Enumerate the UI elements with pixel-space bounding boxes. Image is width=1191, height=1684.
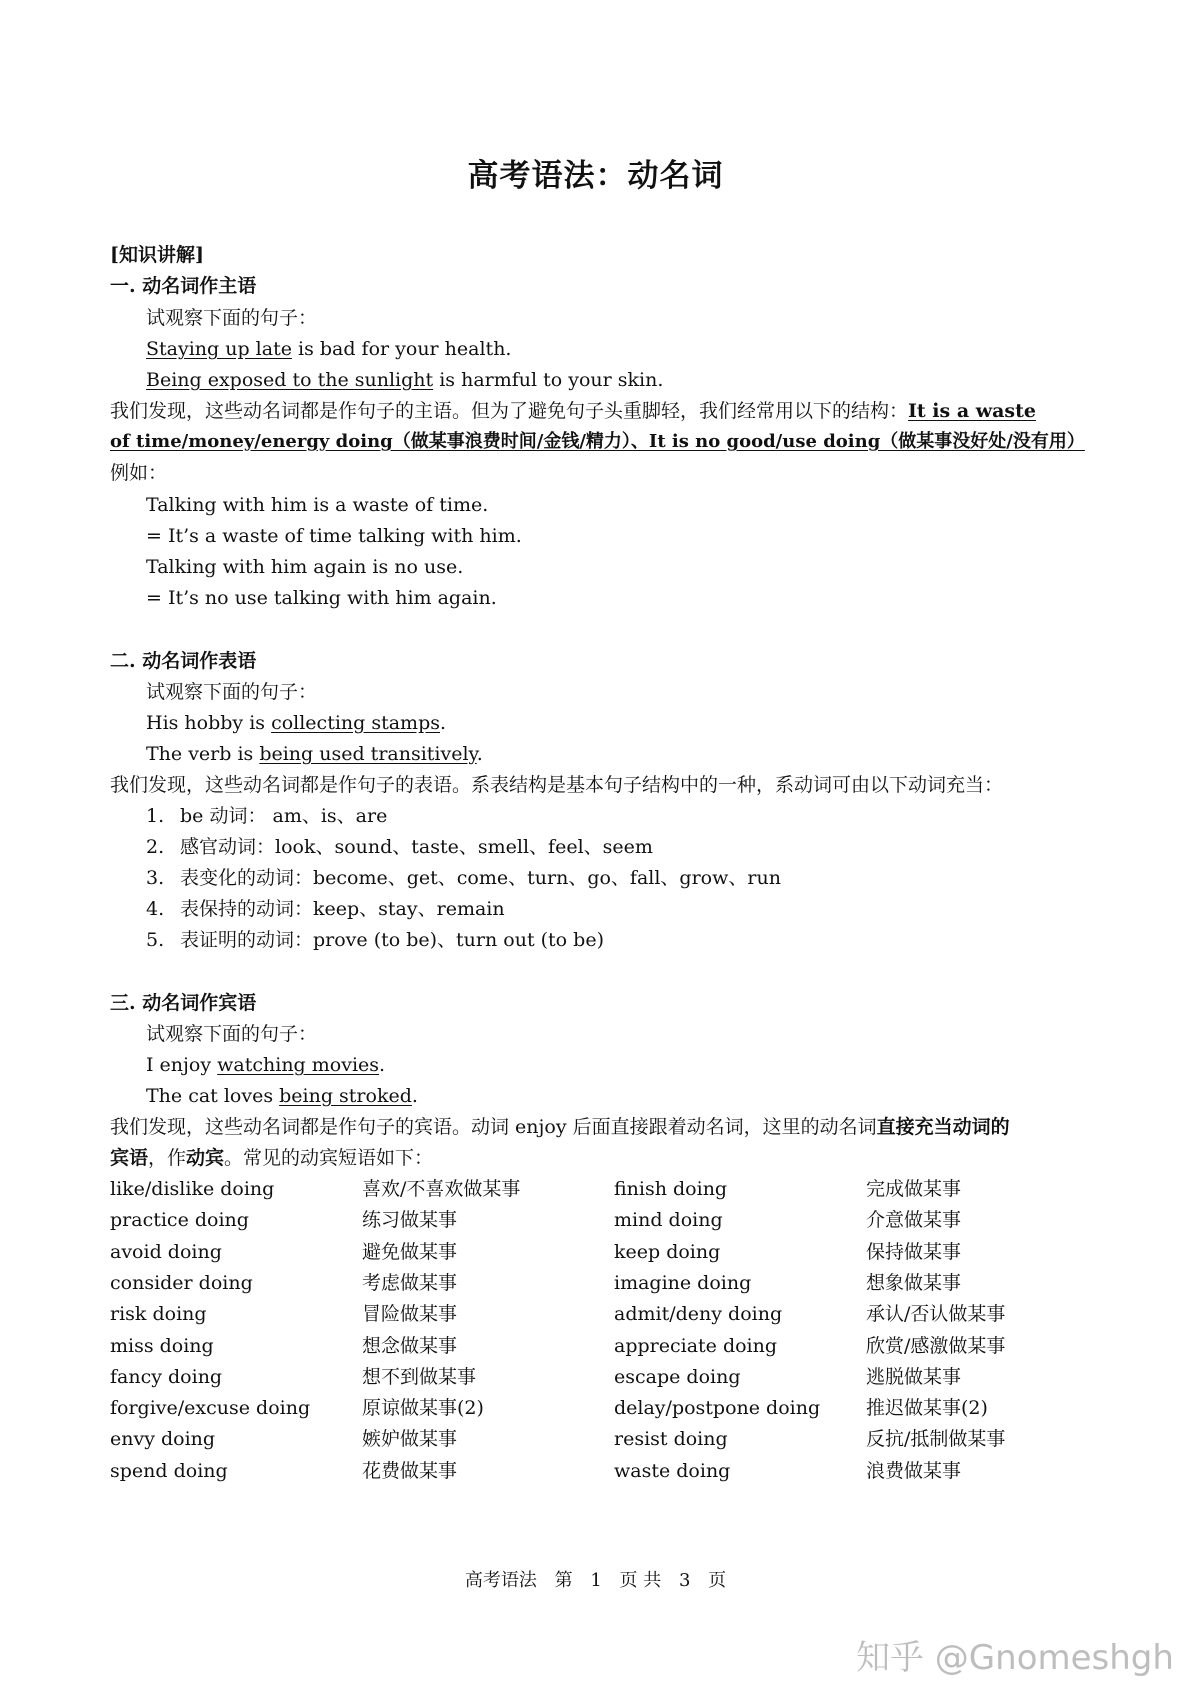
phrase-chinese: 冒险做某事 <box>362 1303 458 1325</box>
phrase-english: finish doing <box>614 1178 728 1200</box>
phrase-chinese: 想象做某事 <box>866 1272 962 1294</box>
s2-list-item <box>146 834 653 860</box>
page-footer <box>0 1566 1191 1592</box>
phrase-chinese: 花费做某事 <box>362 1460 458 1482</box>
s3-paragraph-text: 。常见的动宾短语如下： <box>224 1147 434 1169</box>
s1-usage-example: = It’s no use talking with him again. <box>146 587 497 609</box>
footer-page-pre: 第 <box>554 1570 573 1591</box>
phrase-chinese: 推迟做某事(2) <box>866 1397 988 1419</box>
phrase-english: like/dislike doing <box>110 1178 275 1200</box>
phrase-english: avoid doing <box>110 1241 222 1263</box>
s2-list-item <box>146 927 604 953</box>
phrase-english: mind doing <box>614 1209 723 1231</box>
s2-example-1-underlined: collecting stamps <box>271 712 440 734</box>
phrase-chinese: 考虑做某事 <box>362 1272 458 1294</box>
s1-paragraph-text: 我们发现，这些动名词都是作句子的主语。但为了避免句子头重脚轻，我们经常用以下的结构： <box>110 400 909 422</box>
s3-example-1-underlined: watching movies <box>217 1054 380 1076</box>
s3-heading: 三. 动名词作宾语 <box>110 992 257 1014</box>
s1-example-1 <box>146 336 511 362</box>
phrase-english: delay/postpone doing <box>614 1397 821 1419</box>
list-number: 2. <box>146 836 165 858</box>
s3-paragraph-bold: 动宾 <box>186 1147 225 1169</box>
phrase-chinese: 练习做某事 <box>362 1209 458 1231</box>
s2-example-2-underlined: being used transitively <box>259 743 477 765</box>
section-label: [知识讲解] <box>110 244 204 266</box>
s3-example-1-pre: I enjoy <box>146 1054 218 1076</box>
phrase-english: escape doing <box>614 1366 741 1388</box>
phrase-english: spend doing <box>110 1460 228 1482</box>
phrase-chinese: 避免做某事 <box>362 1241 458 1263</box>
s3-example-2 <box>146 1083 418 1109</box>
watermark: 知乎 @Gnomeshgh <box>856 1638 1174 1678</box>
phrase-english: appreciate doing <box>614 1335 778 1357</box>
phrase-english: imagine doing <box>614 1272 752 1294</box>
phrase-chinese: 反抗/抵制做某事 <box>866 1428 1006 1450</box>
s1-example-1-rest: is bad for your health. <box>291 338 512 360</box>
list-number: 3. <box>146 867 165 889</box>
s1-observe: 试观察下面的句子： <box>146 307 318 329</box>
s3-paragraph-line-2 <box>110 1145 433 1171</box>
footer-page-post: 页 <box>708 1570 727 1591</box>
s3-example-2-post: . <box>411 1085 418 1107</box>
footer-page-mid: 页 共 <box>619 1570 662 1591</box>
phrase-chinese: 嫉妒做某事 <box>362 1428 458 1450</box>
s1-usage-example: = It’s a waste of time talking with him. <box>146 525 522 547</box>
s1-example-2-rest: is harmful to your skin. <box>433 369 664 391</box>
s2-example-1-pre: His hobby is <box>146 712 272 734</box>
s1-usage-example: Talking with him again is no use. <box>146 556 464 578</box>
list-text: 感官动词：look、sound、taste、smell、feel、seem <box>180 836 653 858</box>
page-title: 高考语法：动名词 <box>467 158 724 194</box>
list-number: 1. <box>146 805 165 827</box>
list-text: be 动词： am、is、are <box>180 805 388 827</box>
s3-paragraph-bold: 宾语 <box>110 1147 149 1169</box>
list-text: 表变化的动词：become、get、come、turn、go、fall、grow、run <box>180 867 781 889</box>
phrase-chinese: 承认/否认做某事 <box>866 1303 1006 1325</box>
s2-heading: 二. 动名词作表语 <box>110 650 257 672</box>
s2-paragraph: 我们发现，这些动名词都是作句子的表语。系表结构是基本句子结构中的一种，系动词可由以下动词充当： <box>110 774 1004 796</box>
phrase-english: practice doing <box>110 1209 249 1231</box>
phrase-english: risk doing <box>110 1303 207 1325</box>
s1-paragraph-line-2: of time/money/energy doing（做某事浪费时间/金钱/精力）、It is no good/use doing（做某事没好处/没有用） <box>110 431 1085 452</box>
s3-paragraph-line-1 <box>110 1114 1010 1140</box>
s1-example-2 <box>146 367 663 393</box>
phrase-english: forgive/excuse doing <box>110 1397 311 1419</box>
list-text: 表证明的动词：prove (to be)、turn out (to be) <box>180 929 604 951</box>
s3-paragraph-text: ，作 <box>148 1147 187 1169</box>
phrase-chinese: 喜欢/不喜欢做某事 <box>362 1178 521 1200</box>
s1-paragraph-bold: It is a waste <box>908 400 1036 422</box>
phrase-chinese: 逃脱做某事 <box>866 1366 962 1388</box>
s3-example-2-pre: The cat loves <box>146 1085 280 1107</box>
s1-paragraph-line-1 <box>110 398 1036 424</box>
s2-example-1 <box>146 710 446 736</box>
footer-page-number: 1 <box>590 1570 602 1591</box>
phrase-english: consider doing <box>110 1272 253 1294</box>
s2-list-item <box>146 865 781 891</box>
s2-list-item <box>146 803 387 829</box>
phrase-english: resist doing <box>614 1428 728 1450</box>
phrase-english: keep doing <box>614 1241 721 1263</box>
s3-example-1-post: . <box>379 1054 386 1076</box>
s1-example-2-underlined: Being exposed to the sunlight <box>146 369 434 391</box>
list-number: 4. <box>146 898 165 920</box>
s3-observe: 试观察下面的句子： <box>146 1023 318 1045</box>
s2-list-item <box>146 896 505 922</box>
phrase-english: admit/deny doing <box>614 1303 783 1325</box>
phrase-english: miss doing <box>110 1335 214 1357</box>
footer-name: 高考语法 <box>464 1570 537 1591</box>
phrase-chinese: 保持做某事 <box>866 1241 962 1263</box>
phrase-chinese: 浪费做某事 <box>866 1460 962 1482</box>
footer-page-total: 3 <box>678 1570 691 1591</box>
s1-heading: 一. 动名词作主语 <box>110 275 257 297</box>
s2-observe: 试观察下面的句子： <box>146 681 318 703</box>
phrase-chinese: 介意做某事 <box>866 1209 962 1231</box>
s3-paragraph-bold: 直接充当动词的 <box>876 1116 1010 1138</box>
s3-example-1 <box>146 1052 385 1078</box>
phrase-chinese: 完成做某事 <box>866 1178 962 1200</box>
phrase-english: fancy doing <box>110 1366 223 1388</box>
phrase-chinese: 欣赏/感激做某事 <box>866 1335 1006 1357</box>
s1-example-label: 例如： <box>110 462 168 484</box>
s2-example-2 <box>146 741 483 767</box>
s2-example-2-pre: The verb is <box>146 743 260 765</box>
s3-example-2-underlined: being stroked <box>279 1085 412 1107</box>
phrase-english: waste doing <box>614 1460 731 1482</box>
s1-example-1-underlined: Staying up late <box>146 338 292 360</box>
s2-example-2-post: . <box>476 743 483 765</box>
phrase-chinese: 想念做某事 <box>362 1335 458 1357</box>
phrase-chinese: 原谅做某事(2) <box>362 1397 484 1419</box>
phrase-english: envy doing <box>110 1428 216 1450</box>
s1-usage-example: Talking with him is a waste of time. <box>146 494 489 516</box>
phrase-chinese: 想不到做某事 <box>362 1366 477 1388</box>
s2-example-1-post: . <box>440 712 447 734</box>
list-text: 表保持的动词：keep、stay、remain <box>180 898 505 920</box>
list-number: 5. <box>146 929 165 951</box>
s3-paragraph-text: 我们发现，这些动名词都是作句子的宾语。动词 enjoy 后面直接跟着动名词，这里的动名词 <box>110 1116 877 1138</box>
